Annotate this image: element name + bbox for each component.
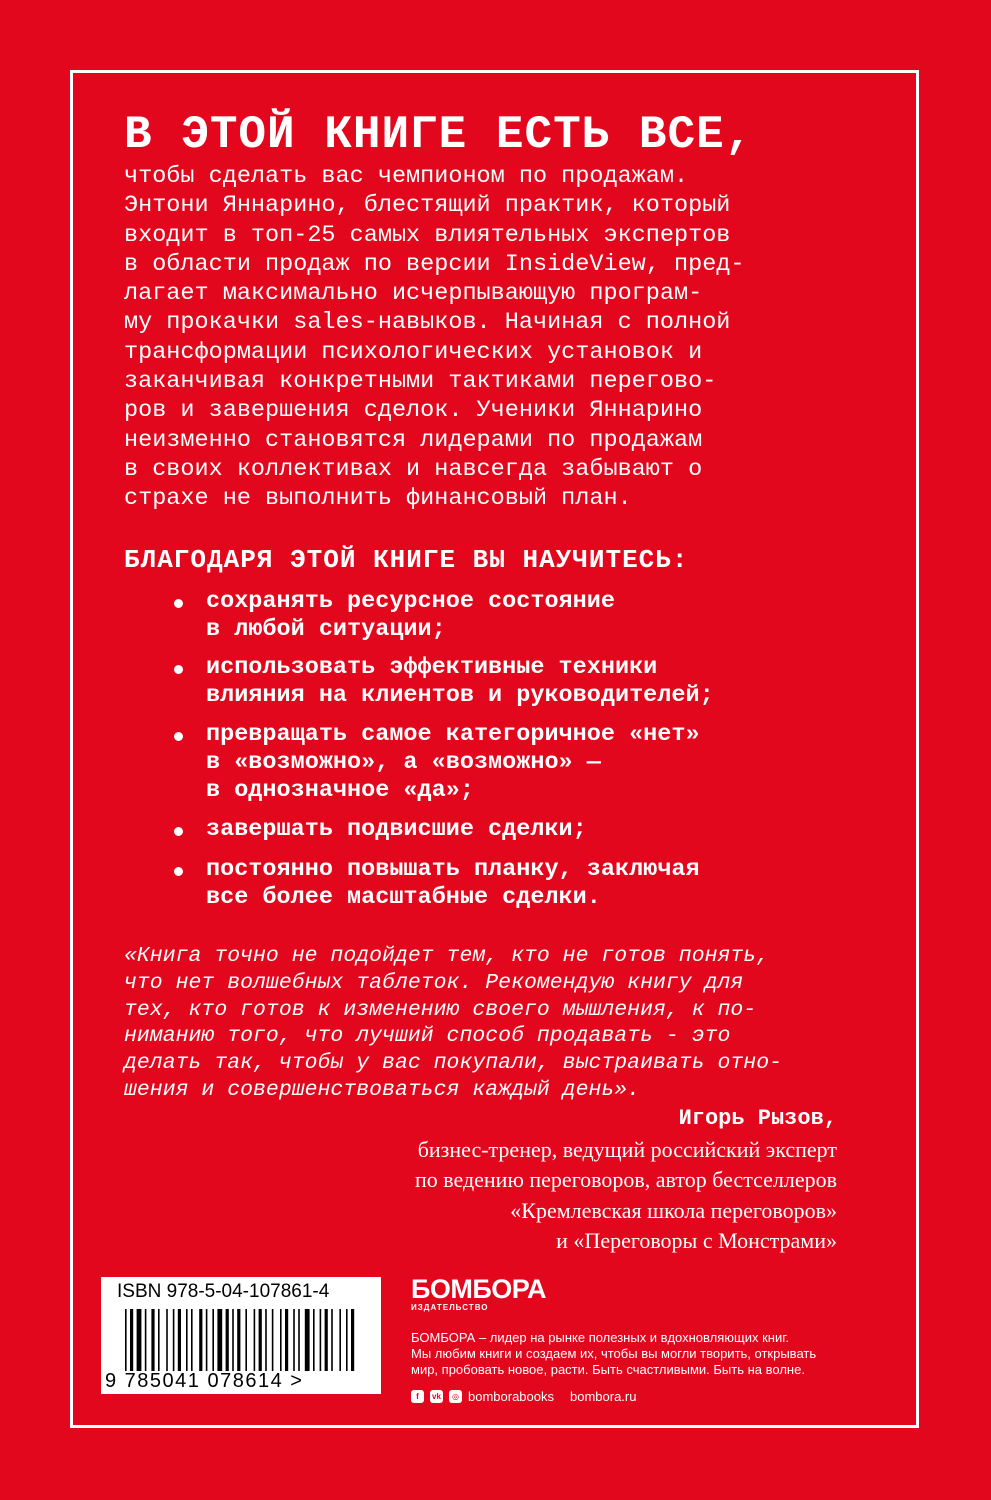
intro-line: Энтони Яннарино, блестящий практик, который [124,192,731,220]
barcode-digits: 9 785041 078614 > [105,1370,304,1392]
publisher-links [411,1389,831,1404]
barcode-bar [245,1309,247,1371]
learn-item-text: сохранять ресурсное состояние в любой ситуации; [206,588,615,643]
barcode-bar [305,1309,310,1371]
isbn-barcode [101,1277,381,1394]
author-line: и «Переговоры с Монстрами» [556,1228,837,1253]
publisher-block [411,1275,831,1404]
quote-line: ниманию того, что лучший способ продавать - это [124,1024,731,1049]
intro-line: заканчивая конкретными тактиками перегово- [124,368,717,396]
quote-line: что нет волшебных таблеток. Рекомендую книгу для [124,970,744,995]
bullet-dot-icon [174,827,183,836]
learn-item-text: использовать эффективные техники влияния на клиентов и руководителей; [206,654,714,709]
barcode-bar [351,1309,354,1371]
testimonial-quote [124,943,782,1104]
intro-line: лагает максимально исчерпывающую програм- [124,280,703,308]
learn-item-text: завершать подвисшие сделки; [206,816,587,843]
barcode-bar [186,1309,188,1371]
barcode-bar [259,1309,262,1371]
barcode-bar [206,1309,208,1371]
intro-line: страхе не выполнить финансовый план. [124,485,632,513]
intro-line: в области продаж по версии InsideView, пред- [124,250,745,278]
barcode-bar [145,1309,147,1371]
barcode-bar [298,1309,300,1371]
barcode-bar [285,1309,288,1371]
author-name: Игорь Рызов, [678,1106,837,1131]
barcode-bar [212,1309,214,1371]
barcode-bar [254,1309,256,1371]
intro-line: му прокачки sales-навыков. Начиная с полной [124,309,731,337]
barcode-bar [331,1309,333,1371]
learn-item-text: превращать самое категоричное «нет» в «возможно», а «возможно» — в однозначное «да»; [206,721,700,804]
quote-line: тех, кто готов к изменению своего мышления, к по- [124,997,757,1022]
barcode-bars [125,1309,363,1371]
intro-line: в своих коллективах и навсегда забывают о [124,455,703,483]
barcode-bar [226,1309,229,1371]
barcode-bar [158,1309,160,1371]
barcode-bar [339,1309,341,1371]
intro-text [124,162,844,514]
author-line: «Кремлевская школа переговоров» [510,1197,837,1223]
barcode-bar [130,1309,133,1371]
barcode-bar [125,1309,127,1371]
testimonial-author [415,1104,837,1257]
social-handle[interactable]: bomborabooks [468,1389,554,1404]
barcode-bar [313,1309,315,1371]
publisher-site[interactable]: bombora.ru [570,1389,637,1404]
barcode-bar [173,1309,175,1371]
intro-line: чтобы сделать вас чемпионом по продажам. [124,163,689,190]
barcode-bar [265,1309,267,1371]
barcode-bar [232,1309,234,1371]
intro-title: В ЭТОЙ КНИГЕ ЕСТЬ ВСЕ, [124,109,754,161]
barcode-bar [151,1309,154,1371]
barcode-bar [199,1309,202,1371]
isbn-number: ISBN 978-5-04-107861-4 [117,1281,330,1302]
barcode-bar [217,1309,222,1371]
barcode-bar [280,1309,282,1371]
vk-icon[interactable]: vk [430,1390,443,1403]
intro-line: трансформации психологических установок и [124,338,703,366]
barcode-bar [137,1309,142,1371]
barcode-bar [237,1309,240,1371]
barcode-bar [166,1309,168,1371]
barcode-bar [293,1309,295,1371]
publisher-description: БОМБОРА – лидер на рынке полезных и вдохновляющих книг. Мы любим книги и создаем их, чтобы вы могли творить, открывать мир, пробовать новое, расти. Быть счастливыми. Быть на волне. [411,1330,817,1377]
author-line: по ведению переговоров, автор бестселлеров [414,1167,837,1192]
bullet-dot-icon [174,732,183,741]
instagram-icon[interactable]: ◎ [449,1390,462,1403]
barcode-bar [178,1309,181,1371]
author-line: бизнес-тренер, ведущий российский эксперт [417,1136,837,1162]
barcode-bar [325,1309,328,1371]
barcode-bar [191,1309,193,1371]
quote-line: «Книга точно не подойдет тем, кто не готов понять, [124,944,770,968]
learn-title: БЛАГОДАРЯ ЭТОЙ КНИГЕ ВЫ НАУЧИТЕСЬ: [124,545,689,575]
bullet-dot-icon [174,599,183,608]
bullet-dot-icon [174,665,183,674]
facebook-icon[interactable]: f [411,1390,424,1403]
intro-line: входит в топ-25 самых влиятельных экспертов [124,221,731,249]
quote-line: делать так, чтобы у вас покупали, выстраивать отно- [124,1051,783,1076]
barcode-bar [272,1309,274,1371]
barcode-bar [346,1309,348,1371]
learn-item-text: постоянно повышать планку, заключая все более масштабные сделки. [206,856,700,911]
intro-line: неизменно становятся лидерами по продажам [124,426,703,454]
intro-line: ров и завершения сделок. Ученики Яннарино [124,397,703,425]
publisher-sub: ИЗДАТЕЛЬСТВО [411,1303,489,1312]
bullet-dot-icon [174,867,183,876]
publisher-logo: БОМБОРА [411,1274,546,1304]
quote-line: шения и совершенствоваться каждый день». [124,1077,641,1102]
barcode-bar [320,1309,322,1371]
